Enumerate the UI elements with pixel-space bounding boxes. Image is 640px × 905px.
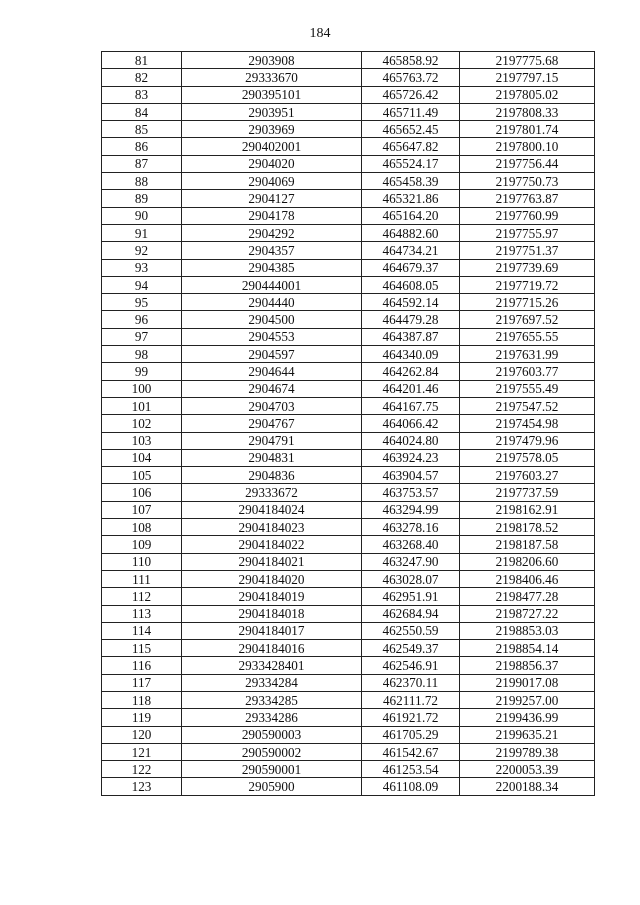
y-coordinate-cell: 2197603.77 xyxy=(460,363,595,380)
table-row xyxy=(102,259,595,276)
x-coordinate-cell: 464262.84 xyxy=(362,363,460,380)
y-coordinate-cell: 2199257.00 xyxy=(460,691,595,708)
table-row xyxy=(102,726,595,743)
table-row xyxy=(102,432,595,449)
table-row xyxy=(102,224,595,241)
y-coordinate-cell: 2197760.99 xyxy=(460,207,595,224)
y-coordinate-cell: 2197578.05 xyxy=(460,449,595,466)
x-coordinate-cell: 463247.90 xyxy=(362,553,460,570)
point-number-cell: 112 xyxy=(102,588,182,605)
point-number-cell: 103 xyxy=(102,432,182,449)
point-id-cell: 2904184019 xyxy=(182,588,362,605)
x-coordinate-cell: 464387.87 xyxy=(362,328,460,345)
x-coordinate-cell: 462549.37 xyxy=(362,640,460,657)
page-number: 184 xyxy=(309,26,331,41)
point-number-cell: 122 xyxy=(102,761,182,778)
point-id-cell: 2904184022 xyxy=(182,536,362,553)
point-id-cell: 2904178 xyxy=(182,207,362,224)
x-coordinate-cell: 463294.99 xyxy=(362,501,460,518)
table-row xyxy=(102,657,595,674)
point-id-cell: 2904836 xyxy=(182,467,362,484)
y-coordinate-cell: 2197750.73 xyxy=(460,173,595,190)
point-id-cell: 2904184017 xyxy=(182,622,362,639)
point-id-cell: 2904184024 xyxy=(182,501,362,518)
x-coordinate-cell: 464608.05 xyxy=(362,276,460,293)
y-coordinate-cell: 2197797.15 xyxy=(460,69,595,86)
table-row xyxy=(102,778,595,795)
x-coordinate-cell: 463753.57 xyxy=(362,484,460,501)
point-id-cell: 2904069 xyxy=(182,173,362,190)
y-coordinate-cell: 2197547.52 xyxy=(460,397,595,414)
point-number-cell: 84 xyxy=(102,103,182,120)
point-number-cell: 114 xyxy=(102,622,182,639)
y-coordinate-cell: 2198187.58 xyxy=(460,536,595,553)
table-row xyxy=(102,363,595,380)
x-coordinate-cell: 464679.37 xyxy=(362,259,460,276)
y-coordinate-cell: 2197655.55 xyxy=(460,328,595,345)
x-coordinate-cell: 461108.09 xyxy=(362,778,460,795)
y-coordinate-cell: 2197631.99 xyxy=(460,346,595,363)
point-id-cell: 29334286 xyxy=(182,709,362,726)
y-coordinate-cell: 2197808.33 xyxy=(460,103,595,120)
y-coordinate-cell: 2199635.21 xyxy=(460,726,595,743)
x-coordinate-cell: 464479.28 xyxy=(362,311,460,328)
point-number-cell: 88 xyxy=(102,173,182,190)
x-coordinate-cell: 465652.45 xyxy=(362,121,460,138)
table-row xyxy=(102,397,595,414)
x-coordinate-cell: 464201.46 xyxy=(362,380,460,397)
point-id-cell: 2904644 xyxy=(182,363,362,380)
point-number-cell: 109 xyxy=(102,536,182,553)
point-number-cell: 89 xyxy=(102,190,182,207)
point-number-cell: 82 xyxy=(102,69,182,86)
point-id-cell: 29334285 xyxy=(182,691,362,708)
point-number-cell: 113 xyxy=(102,605,182,622)
point-number-cell: 81 xyxy=(102,52,182,69)
point-number-cell: 115 xyxy=(102,640,182,657)
table-row xyxy=(102,674,595,691)
table-row xyxy=(102,709,595,726)
x-coordinate-cell: 462546.91 xyxy=(362,657,460,674)
point-number-cell: 111 xyxy=(102,570,182,587)
point-id-cell: 2904385 xyxy=(182,259,362,276)
y-coordinate-cell: 2197715.26 xyxy=(460,294,595,311)
table-row xyxy=(102,121,595,138)
y-coordinate-cell: 2199789.38 xyxy=(460,743,595,760)
point-id-cell: 29334284 xyxy=(182,674,362,691)
x-coordinate-cell: 464024.80 xyxy=(362,432,460,449)
table-row xyxy=(102,207,595,224)
y-coordinate-cell: 2198178.52 xyxy=(460,519,595,536)
x-coordinate-cell: 465164.20 xyxy=(362,207,460,224)
y-coordinate-cell: 2197751.37 xyxy=(460,242,595,259)
point-id-cell: 2904127 xyxy=(182,190,362,207)
point-number-cell: 87 xyxy=(102,155,182,172)
x-coordinate-cell: 464066.42 xyxy=(362,415,460,432)
x-coordinate-cell: 465858.92 xyxy=(362,52,460,69)
table-row xyxy=(102,380,595,397)
x-coordinate-cell: 461921.72 xyxy=(362,709,460,726)
table-row xyxy=(102,190,595,207)
point-number-cell: 85 xyxy=(102,121,182,138)
table-row xyxy=(102,311,595,328)
table-row xyxy=(102,467,595,484)
table-row xyxy=(102,484,595,501)
x-coordinate-cell: 461705.29 xyxy=(362,726,460,743)
table-row xyxy=(102,622,595,639)
point-number-cell: 119 xyxy=(102,709,182,726)
point-number-cell: 95 xyxy=(102,294,182,311)
point-number-cell: 83 xyxy=(102,86,182,103)
point-id-cell: 2903908 xyxy=(182,52,362,69)
point-id-cell: 2904791 xyxy=(182,432,362,449)
point-id-cell: 2904831 xyxy=(182,449,362,466)
point-number-cell: 98 xyxy=(102,346,182,363)
point-id-cell: 2904597 xyxy=(182,346,362,363)
point-number-cell: 120 xyxy=(102,726,182,743)
table-row xyxy=(102,86,595,103)
x-coordinate-cell: 465726.42 xyxy=(362,86,460,103)
table-row xyxy=(102,155,595,172)
x-coordinate-cell: 464592.14 xyxy=(362,294,460,311)
y-coordinate-cell: 2197763.87 xyxy=(460,190,595,207)
point-id-cell: 2903969 xyxy=(182,121,362,138)
x-coordinate-cell: 461542.67 xyxy=(362,743,460,760)
point-id-cell: 2904767 xyxy=(182,415,362,432)
table-row xyxy=(102,173,595,190)
point-id-cell: 290590001 xyxy=(182,761,362,778)
point-number-cell: 118 xyxy=(102,691,182,708)
x-coordinate-cell: 464167.75 xyxy=(362,397,460,414)
point-number-cell: 86 xyxy=(102,138,182,155)
table-row xyxy=(102,242,595,259)
table-row xyxy=(102,605,595,622)
table-row xyxy=(102,640,595,657)
table-row xyxy=(102,570,595,587)
table-row xyxy=(102,52,595,69)
y-coordinate-cell: 2197755.97 xyxy=(460,224,595,241)
y-coordinate-cell: 2198162.91 xyxy=(460,501,595,518)
point-number-cell: 90 xyxy=(102,207,182,224)
x-coordinate-cell: 465458.39 xyxy=(362,173,460,190)
table-row xyxy=(102,103,595,120)
point-number-cell: 116 xyxy=(102,657,182,674)
point-id-cell: 2904292 xyxy=(182,224,362,241)
point-number-cell: 99 xyxy=(102,363,182,380)
point-id-cell: 2905900 xyxy=(182,778,362,795)
point-id-cell: 290590002 xyxy=(182,743,362,760)
x-coordinate-cell: 462370.11 xyxy=(362,674,460,691)
y-coordinate-cell: 2197739.69 xyxy=(460,259,595,276)
table-row xyxy=(102,588,595,605)
y-coordinate-cell: 2197479.96 xyxy=(460,432,595,449)
point-id-cell: 2904184023 xyxy=(182,519,362,536)
point-id-cell: 2904703 xyxy=(182,397,362,414)
point-number-cell: 96 xyxy=(102,311,182,328)
table-row xyxy=(102,761,595,778)
x-coordinate-cell: 465763.72 xyxy=(362,69,460,86)
y-coordinate-cell: 2197775.68 xyxy=(460,52,595,69)
point-id-cell: 290395101 xyxy=(182,86,362,103)
y-coordinate-cell: 2197737.59 xyxy=(460,484,595,501)
point-number-cell: 106 xyxy=(102,484,182,501)
y-coordinate-cell: 2197801.74 xyxy=(460,121,595,138)
y-coordinate-cell: 2197805.02 xyxy=(460,86,595,103)
x-coordinate-cell: 465321.86 xyxy=(362,190,460,207)
point-id-cell: 2933428401 xyxy=(182,657,362,674)
y-coordinate-cell: 2197603.27 xyxy=(460,467,595,484)
y-coordinate-cell: 2197719.72 xyxy=(460,276,595,293)
x-coordinate-cell: 463028.07 xyxy=(362,570,460,587)
table-row xyxy=(102,69,595,86)
table-row xyxy=(102,691,595,708)
point-id-cell: 290590003 xyxy=(182,726,362,743)
y-coordinate-cell: 2198406.46 xyxy=(460,570,595,587)
point-number-cell: 94 xyxy=(102,276,182,293)
table-row xyxy=(102,553,595,570)
point-number-cell: 93 xyxy=(102,259,182,276)
point-number-cell: 102 xyxy=(102,415,182,432)
y-coordinate-cell: 2198854.14 xyxy=(460,640,595,657)
y-coordinate-cell: 2199436.99 xyxy=(460,709,595,726)
y-coordinate-cell: 2198206.60 xyxy=(460,553,595,570)
coordinates-table-body xyxy=(102,52,595,796)
point-number-cell: 108 xyxy=(102,519,182,536)
point-id-cell: 2904357 xyxy=(182,242,362,259)
point-id-cell: 2904500 xyxy=(182,311,362,328)
x-coordinate-cell: 462951.91 xyxy=(362,588,460,605)
x-coordinate-cell: 463268.40 xyxy=(362,536,460,553)
point-number-cell: 104 xyxy=(102,449,182,466)
table-row xyxy=(102,346,595,363)
y-coordinate-cell: 2197555.49 xyxy=(460,380,595,397)
y-coordinate-cell: 2200053.39 xyxy=(460,761,595,778)
point-number-cell: 101 xyxy=(102,397,182,414)
point-number-cell: 107 xyxy=(102,501,182,518)
point-id-cell: 2904184021 xyxy=(182,553,362,570)
point-number-cell: 92 xyxy=(102,242,182,259)
y-coordinate-cell: 2197697.52 xyxy=(460,311,595,328)
y-coordinate-cell: 2200188.34 xyxy=(460,778,595,795)
point-number-cell: 117 xyxy=(102,674,182,691)
x-coordinate-cell: 465711.49 xyxy=(362,103,460,120)
point-number-cell: 91 xyxy=(102,224,182,241)
y-coordinate-cell: 2197756.44 xyxy=(460,155,595,172)
x-coordinate-cell: 463924.23 xyxy=(362,449,460,466)
table-row xyxy=(102,138,595,155)
point-id-cell: 2904184018 xyxy=(182,605,362,622)
table-row xyxy=(102,328,595,345)
table-row xyxy=(102,519,595,536)
x-coordinate-cell: 462111.72 xyxy=(362,691,460,708)
x-coordinate-cell: 465524.17 xyxy=(362,155,460,172)
point-number-cell: 97 xyxy=(102,328,182,345)
table-row xyxy=(102,415,595,432)
table-row xyxy=(102,501,595,518)
point-id-cell: 2904440 xyxy=(182,294,362,311)
x-coordinate-cell: 464734.21 xyxy=(362,242,460,259)
table-row xyxy=(102,449,595,466)
x-coordinate-cell: 464340.09 xyxy=(362,346,460,363)
y-coordinate-cell: 2199017.08 xyxy=(460,674,595,691)
x-coordinate-cell: 465647.82 xyxy=(362,138,460,155)
coordinates-table xyxy=(101,51,595,796)
y-coordinate-cell: 2198727.22 xyxy=(460,605,595,622)
y-coordinate-cell: 2197800.10 xyxy=(460,138,595,155)
point-number-cell: 110 xyxy=(102,553,182,570)
point-number-cell: 105 xyxy=(102,467,182,484)
x-coordinate-cell: 462684.94 xyxy=(362,605,460,622)
point-id-cell: 2903951 xyxy=(182,103,362,120)
point-id-cell: 2904674 xyxy=(182,380,362,397)
x-coordinate-cell: 463904.57 xyxy=(362,467,460,484)
point-id-cell: 2904184020 xyxy=(182,570,362,587)
point-number-cell: 100 xyxy=(102,380,182,397)
table-row xyxy=(102,743,595,760)
point-number-cell: 121 xyxy=(102,743,182,760)
point-id-cell: 2904553 xyxy=(182,328,362,345)
x-coordinate-cell: 464882.60 xyxy=(362,224,460,241)
y-coordinate-cell: 2198477.28 xyxy=(460,588,595,605)
x-coordinate-cell: 463278.16 xyxy=(362,519,460,536)
point-id-cell: 2904020 xyxy=(182,155,362,172)
x-coordinate-cell: 462550.59 xyxy=(362,622,460,639)
y-coordinate-cell: 2198856.37 xyxy=(460,657,595,674)
point-number-cell: 123 xyxy=(102,778,182,795)
point-id-cell: 2904184016 xyxy=(182,640,362,657)
y-coordinate-cell: 2197454.98 xyxy=(460,415,595,432)
point-id-cell: 290444001 xyxy=(182,276,362,293)
y-coordinate-cell: 2198853.03 xyxy=(460,622,595,639)
point-id-cell: 29333672 xyxy=(182,484,362,501)
x-coordinate-cell: 461253.54 xyxy=(362,761,460,778)
table-row xyxy=(102,294,595,311)
table-row xyxy=(102,536,595,553)
point-id-cell: 29333670 xyxy=(182,69,362,86)
point-id-cell: 290402001 xyxy=(182,138,362,155)
table-row xyxy=(102,276,595,293)
